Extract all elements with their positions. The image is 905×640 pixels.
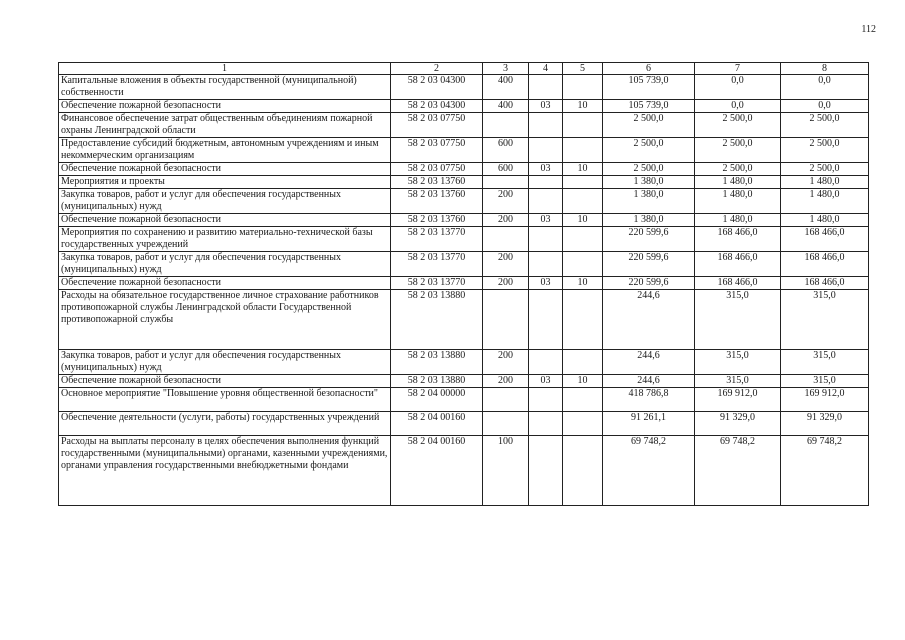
row-value-cell: 69 748,2 (603, 436, 695, 506)
row-value-cell: 69 748,2 (781, 436, 869, 506)
row-code-cell: 58 2 03 07750 (391, 113, 483, 138)
row-value-cell: 2 500,0 (695, 113, 781, 138)
row-value-cell: 220 599,6 (603, 252, 695, 277)
row-name-cell: Финансовое обеспечение затрат общественным объединениям пожарной охраны Ленинградской области (59, 113, 391, 138)
row-value-cell: 315,0 (695, 290, 781, 350)
row-value-cell: 2 500,0 (603, 163, 695, 176)
row-name-cell: Расходы на обязательное государственное личное страхование работников противопожарной службы Ленинградской области Государственной противопожарной службы (59, 290, 391, 350)
row-value-cell: 69 748,2 (695, 436, 781, 506)
column-header: 3 (483, 63, 529, 75)
row-value-cell: 168 466,0 (695, 277, 781, 290)
row-section-cell (529, 350, 563, 375)
row-code-cell: 58 2 03 13770 (391, 227, 483, 252)
table-row (59, 290, 869, 350)
column-header: 7 (695, 63, 781, 75)
row-value-cell: 2 500,0 (603, 138, 695, 163)
table-row (59, 375, 869, 388)
row-expense-type-cell: 200 (483, 189, 529, 214)
table-row (59, 252, 869, 277)
row-subsection-cell (563, 252, 603, 277)
row-code-cell: 58 2 03 13770 (391, 252, 483, 277)
row-expense-type-cell: 600 (483, 163, 529, 176)
row-code-cell: 58 2 03 04300 (391, 100, 483, 113)
row-name-cell: Обеспечение пожарной безопасности (59, 277, 391, 290)
row-section-cell: 03 (529, 163, 563, 176)
row-expense-type-cell (483, 176, 529, 189)
row-name-cell: Обеспечение деятельности (услуги, работы) государственных учреждений (59, 412, 391, 436)
row-value-cell: 0,0 (781, 100, 869, 113)
table-row (59, 227, 869, 252)
row-subsection-cell: 10 (563, 214, 603, 227)
row-value-cell: 220 599,6 (603, 227, 695, 252)
table-row (59, 75, 869, 100)
row-name-cell: Основное мероприятие "Повышение уровня общественной безопасности" (59, 388, 391, 412)
row-section-cell (529, 227, 563, 252)
row-code-cell: 58 2 04 00160 (391, 436, 483, 506)
row-value-cell: 1 480,0 (781, 214, 869, 227)
row-section-cell (529, 412, 563, 436)
row-code-cell: 58 2 03 13760 (391, 189, 483, 214)
row-value-cell: 2 500,0 (695, 138, 781, 163)
row-value-cell: 168 466,0 (781, 252, 869, 277)
row-name-cell: Мероприятия и проекты (59, 176, 391, 189)
row-value-cell: 2 500,0 (603, 113, 695, 138)
row-value-cell: 1 480,0 (695, 189, 781, 214)
table-row (59, 350, 869, 375)
row-value-cell: 91 261,1 (603, 412, 695, 436)
row-value-cell: 1 380,0 (603, 189, 695, 214)
row-expense-type-cell: 200 (483, 375, 529, 388)
row-value-cell: 2 500,0 (781, 113, 869, 138)
row-value-cell: 315,0 (781, 375, 869, 388)
row-value-cell: 1 480,0 (781, 176, 869, 189)
row-section-cell (529, 436, 563, 506)
row-expense-type-cell (483, 290, 529, 350)
row-name-cell: Закупка товаров, работ и услуг для обеспечения государственных (муниципальных) нужд (59, 189, 391, 214)
row-subsection-cell (563, 113, 603, 138)
table-row (59, 100, 869, 113)
row-subsection-cell (563, 189, 603, 214)
row-name-cell: Расходы на выплаты персоналу в целях обеспечения выполнения функций государственными (муниципальными) органами, казенными учреждениями, органами управления государственными внебюджетными фондами (59, 436, 391, 506)
row-value-cell: 169 912,0 (695, 388, 781, 412)
row-section-cell: 03 (529, 277, 563, 290)
row-section-cell (529, 176, 563, 189)
column-header: 4 (529, 63, 563, 75)
page-number: 112 (861, 24, 876, 35)
column-header: 1 (59, 63, 391, 75)
row-value-cell: 1 480,0 (695, 214, 781, 227)
row-value-cell: 91 329,0 (695, 412, 781, 436)
row-expense-type-cell (483, 227, 529, 252)
row-value-cell: 1 380,0 (603, 214, 695, 227)
row-expense-type-cell: 200 (483, 252, 529, 277)
row-value-cell: 315,0 (781, 350, 869, 375)
row-value-cell: 220 599,6 (603, 277, 695, 290)
row-name-cell: Обеспечение пожарной безопасности (59, 214, 391, 227)
table-row (59, 412, 869, 436)
row-code-cell: 58 2 03 04300 (391, 75, 483, 100)
row-name-cell: Обеспечение пожарной безопасности (59, 375, 391, 388)
row-section-cell: 03 (529, 100, 563, 113)
row-subsection-cell: 10 (563, 375, 603, 388)
table-row (59, 163, 869, 176)
row-code-cell: 58 2 03 13760 (391, 214, 483, 227)
row-subsection-cell (563, 176, 603, 189)
row-value-cell: 315,0 (781, 290, 869, 350)
row-code-cell: 58 2 03 13760 (391, 176, 483, 189)
row-code-cell: 58 2 03 13770 (391, 277, 483, 290)
row-value-cell: 244,6 (603, 375, 695, 388)
row-subsection-cell (563, 75, 603, 100)
row-value-cell: 91 329,0 (781, 412, 869, 436)
table-row (59, 214, 869, 227)
row-name-cell: Капитальные вложения в объекты государственной (муниципальной) собственности (59, 75, 391, 100)
row-value-cell: 1 380,0 (603, 176, 695, 189)
row-value-cell: 244,6 (603, 290, 695, 350)
row-value-cell: 105 739,0 (603, 75, 695, 100)
row-subsection-cell: 10 (563, 163, 603, 176)
row-section-cell (529, 189, 563, 214)
row-value-cell: 168 466,0 (695, 227, 781, 252)
budget-table (58, 62, 869, 506)
row-expense-type-cell: 600 (483, 138, 529, 163)
row-subsection-cell (563, 138, 603, 163)
row-value-cell: 315,0 (695, 375, 781, 388)
row-code-cell: 58 2 03 07750 (391, 138, 483, 163)
table-body (59, 75, 869, 506)
row-value-cell: 244,6 (603, 350, 695, 375)
row-value-cell: 2 500,0 (781, 138, 869, 163)
column-header: 2 (391, 63, 483, 75)
table-row (59, 388, 869, 412)
table-row (59, 277, 869, 290)
row-expense-type-cell: 400 (483, 75, 529, 100)
row-subsection-cell (563, 290, 603, 350)
row-subsection-cell (563, 350, 603, 375)
row-name-cell: Закупка товаров, работ и услуг для обеспечения государственных (муниципальных) нужд (59, 350, 391, 375)
row-section-cell (529, 290, 563, 350)
row-code-cell: 58 2 03 07750 (391, 163, 483, 176)
row-section-cell: 03 (529, 214, 563, 227)
row-expense-type-cell: 200 (483, 214, 529, 227)
row-name-cell: Обеспечение пожарной безопасности (59, 163, 391, 176)
row-expense-type-cell: 200 (483, 277, 529, 290)
row-value-cell: 105 739,0 (603, 100, 695, 113)
column-header: 5 (563, 63, 603, 75)
row-section-cell (529, 113, 563, 138)
table-row (59, 176, 869, 189)
row-value-cell: 168 466,0 (781, 227, 869, 252)
column-header: 6 (603, 63, 695, 75)
row-value-cell: 0,0 (695, 100, 781, 113)
row-code-cell: 58 2 03 13880 (391, 350, 483, 375)
row-expense-type-cell: 100 (483, 436, 529, 506)
row-section-cell: 03 (529, 375, 563, 388)
row-value-cell: 0,0 (695, 75, 781, 100)
row-name-cell: Предоставление субсидий бюджетным, автономным учреждениям и иным некоммерческим организациям (59, 138, 391, 163)
row-expense-type-cell: 400 (483, 100, 529, 113)
row-value-cell: 1 480,0 (781, 189, 869, 214)
row-value-cell: 168 466,0 (695, 252, 781, 277)
row-subsection-cell: 10 (563, 277, 603, 290)
table-row (59, 138, 869, 163)
row-subsection-cell: 10 (563, 100, 603, 113)
row-value-cell: 315,0 (695, 350, 781, 375)
row-code-cell: 58 2 03 13880 (391, 375, 483, 388)
row-code-cell: 58 2 04 00000 (391, 388, 483, 412)
row-section-cell (529, 75, 563, 100)
table-row (59, 113, 869, 138)
column-header: 8 (781, 63, 869, 75)
row-code-cell: 58 2 04 00160 (391, 412, 483, 436)
row-name-cell: Мероприятия по сохранению и развитию материально-технической базы государственных учреждений (59, 227, 391, 252)
row-section-cell (529, 138, 563, 163)
row-value-cell: 0,0 (781, 75, 869, 100)
row-section-cell (529, 388, 563, 412)
row-expense-type-cell (483, 113, 529, 138)
row-name-cell: Обеспечение пожарной безопасности (59, 100, 391, 113)
table-row (59, 189, 869, 214)
table-row (59, 436, 869, 506)
row-expense-type-cell: 200 (483, 350, 529, 375)
row-value-cell: 2 500,0 (695, 163, 781, 176)
row-value-cell: 2 500,0 (781, 163, 869, 176)
row-subsection-cell (563, 388, 603, 412)
row-subsection-cell (563, 227, 603, 252)
row-value-cell: 1 480,0 (695, 176, 781, 189)
row-value-cell: 418 786,8 (603, 388, 695, 412)
row-expense-type-cell (483, 412, 529, 436)
row-name-cell: Закупка товаров, работ и услуг для обеспечения государственных (муниципальных) нужд (59, 252, 391, 277)
row-section-cell (529, 252, 563, 277)
row-value-cell: 169 912,0 (781, 388, 869, 412)
row-subsection-cell (563, 412, 603, 436)
row-expense-type-cell (483, 388, 529, 412)
row-value-cell: 168 466,0 (781, 277, 869, 290)
row-code-cell: 58 2 03 13880 (391, 290, 483, 350)
table-header-row (59, 63, 869, 75)
row-subsection-cell (563, 436, 603, 506)
